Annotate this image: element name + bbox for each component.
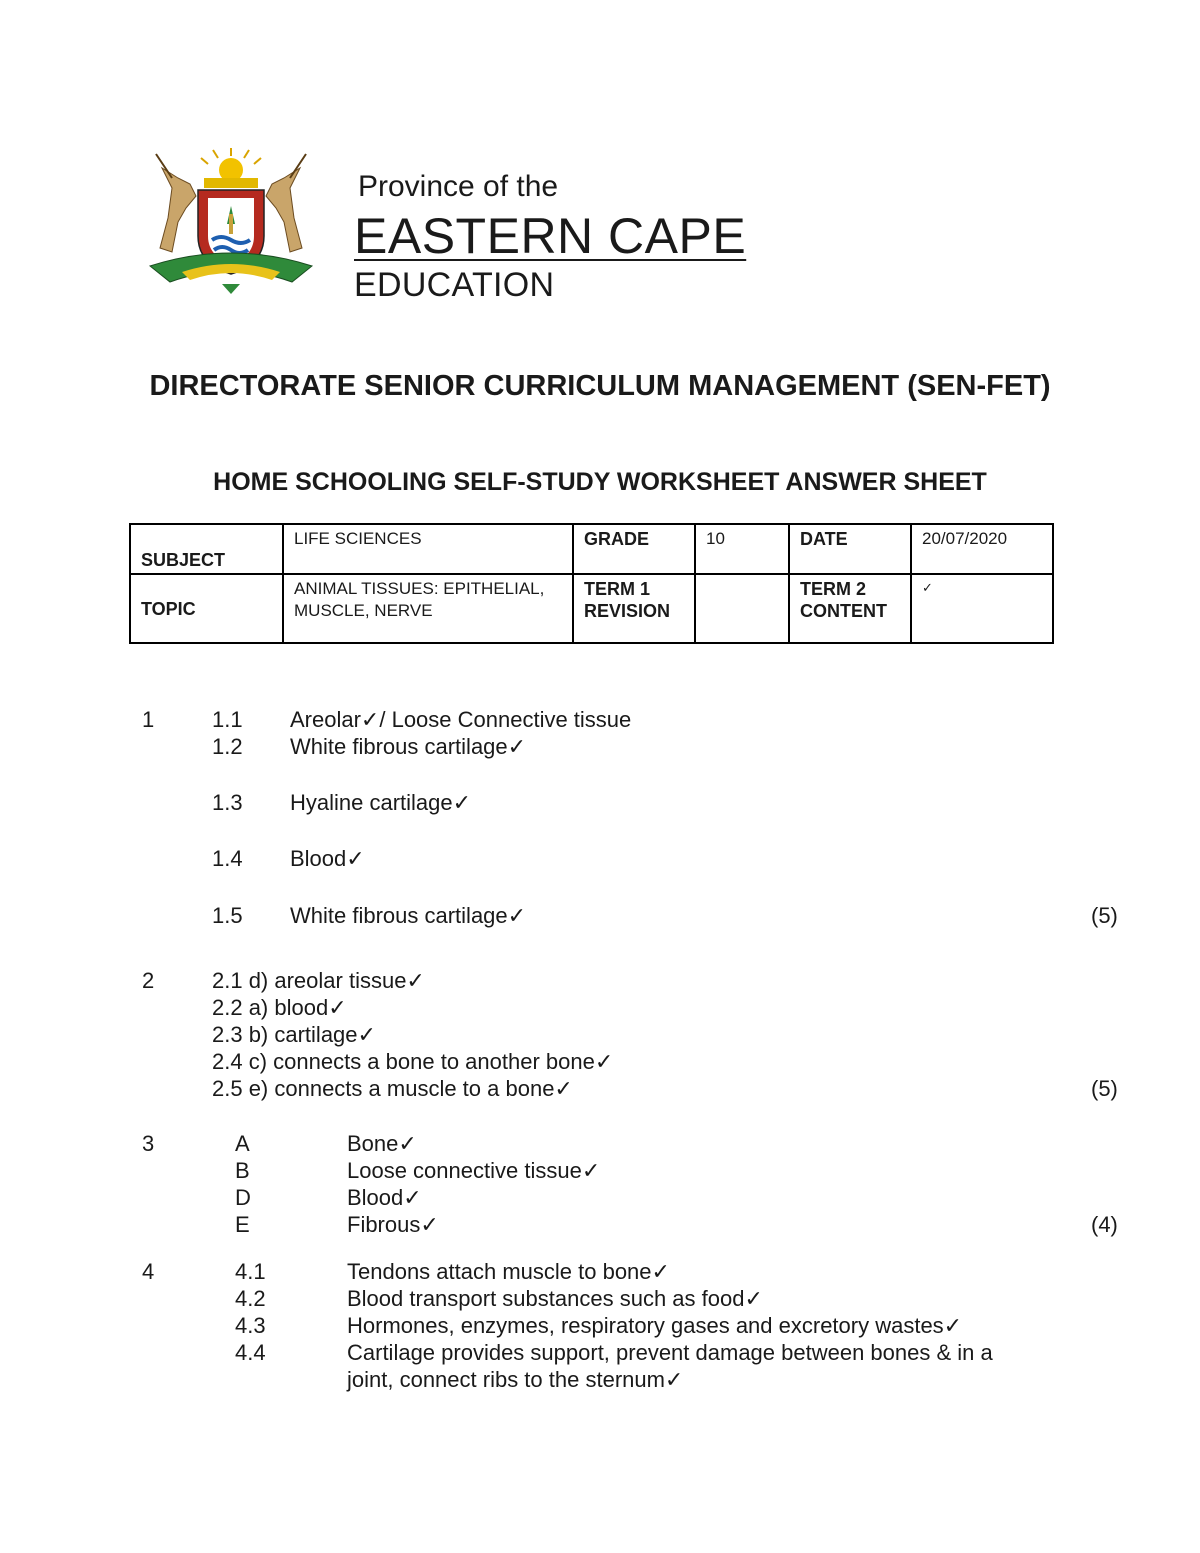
term2-label: TERM 2 CONTENT — [789, 574, 911, 643]
answer-number: 1.3 — [212, 790, 243, 815]
answer-text: 2.1 d) areolar tissue✓ — [212, 968, 425, 993]
answer-text: 2.2 a) blood✓ — [212, 995, 347, 1020]
term1-label: TERM 1 REVISION — [573, 574, 695, 643]
topic-value: ANIMAL TISSUES: EPITHELIAL, MUSCLE, NERVE — [283, 574, 573, 643]
answer-text: Blood transport substances such as food✓ — [347, 1286, 763, 1311]
table-row — [130, 574, 1053, 643]
marks-total: (4) — [1091, 1212, 1118, 1237]
answer-text: Areolar✓/ Loose Connective tissue — [290, 707, 632, 732]
question-number: 1 — [142, 707, 155, 732]
worksheet-title: HOME SCHOOLING SELF-STUDY WORKSHEET ANSWER SHEET — [213, 468, 987, 496]
province-heading: Province of the — [358, 170, 559, 203]
answer-text: Tendons attach muscle to bone✓ — [347, 1259, 670, 1284]
education-heading: EDUCATION — [354, 266, 555, 304]
answer-text: joint, connect ribs to the sternum✓ — [347, 1367, 684, 1392]
marks-total: (5) — [1091, 1076, 1118, 1101]
date-value: 20/07/2020 — [911, 524, 1053, 574]
eastern-cape-heading: EASTERN CAPE — [354, 208, 747, 264]
answer-number: 4.3 — [235, 1313, 266, 1338]
answer-number: 1.5 — [212, 903, 243, 928]
marks-total: (5) — [1091, 903, 1118, 928]
answer-letter: E — [235, 1212, 250, 1237]
answer-text: Loose connective tissue✓ — [347, 1158, 601, 1183]
question-number: 2 — [142, 968, 155, 993]
answer-text: Fibrous✓ — [347, 1212, 439, 1237]
answer-text: Hyaline cartilage✓ — [290, 790, 472, 815]
answer-number: 1.4 — [212, 846, 243, 871]
subject-value: LIFE SCIENCES — [283, 524, 573, 574]
table-row — [130, 524, 1053, 574]
answer-text: 2.5 e) connects a muscle to a bone✓ — [212, 1076, 573, 1101]
grade-value: 10 — [695, 524, 789, 574]
answer-number: 1.1 — [212, 707, 243, 732]
grade-label: GRADE — [573, 524, 695, 574]
answer-text: 2.4 c) connects a bone to another bone✓ — [212, 1049, 614, 1074]
answer-text: White fibrous cartilage✓ — [290, 734, 527, 759]
answer-letter: D — [235, 1185, 251, 1210]
answer-text: Bone✓ — [347, 1131, 417, 1156]
answer-number: 4.4 — [235, 1340, 266, 1365]
answer-number: 4.1 — [235, 1259, 266, 1284]
answer-text: Hormones, enzymes, respiratory gases and excretory wastes✓ — [347, 1313, 963, 1338]
question-number: 3 — [142, 1131, 155, 1156]
term1-value — [695, 574, 789, 643]
answer-text: Cartilage provides support, prevent damage between bones & in a — [347, 1340, 993, 1365]
term2-value: ✓ — [911, 574, 1053, 643]
answer-text: White fibrous cartilage✓ — [290, 903, 527, 928]
answer-number: 4.2 — [235, 1286, 266, 1311]
subject-label: SUBJECT — [130, 524, 283, 574]
directorate-title: DIRECTORATE SENIOR CURRICULUM MANAGEMENT (SEN-FET) — [149, 370, 1051, 402]
info-table — [129, 523, 1054, 644]
question-number: 4 — [142, 1259, 155, 1284]
answer-letter: A — [235, 1131, 250, 1156]
coat-of-arms-icon — [142, 148, 320, 294]
answer-text: Blood✓ — [347, 1185, 422, 1210]
answer-letter: B — [235, 1158, 250, 1183]
answer-text: Blood✓ — [290, 846, 365, 871]
date-label: DATE — [789, 524, 911, 574]
answer-number: 1.2 — [212, 734, 243, 759]
topic-label: TOPIC — [130, 574, 283, 643]
answer-text: 2.3 b) cartilage✓ — [212, 1022, 376, 1047]
